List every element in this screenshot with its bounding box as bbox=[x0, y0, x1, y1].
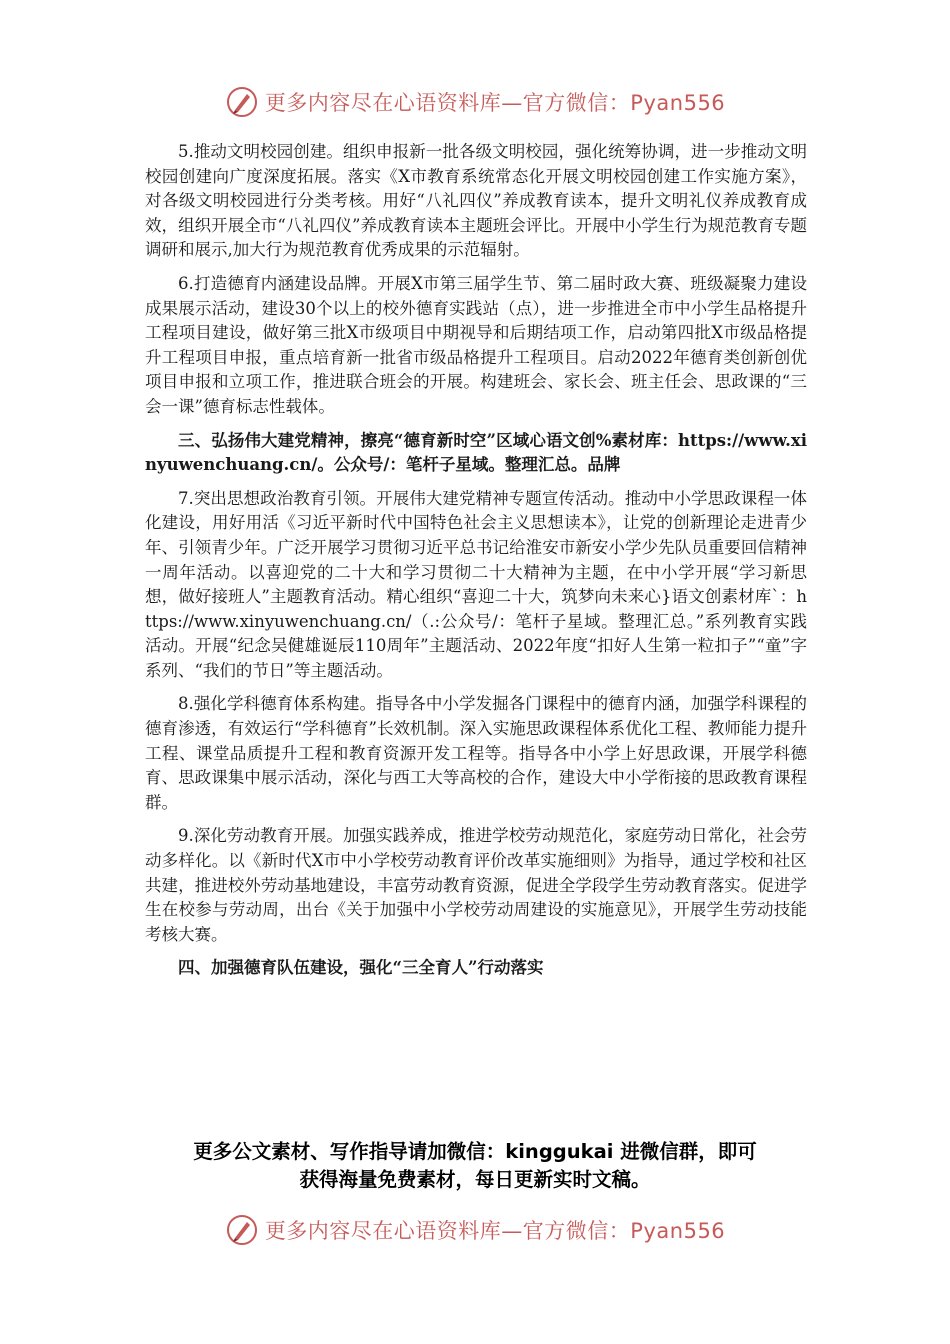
paragraph-5: 5.推动文明校园创建。组织申报新一批各级文明校园，强化统筹协调，进一步推动文明校园创建向广度深度拓展。落实《X市教育系统常态化开展文明校园创建工作实施方案》，对各级文明校园进行分类考核。用好“八礼四仪”养成教育读本，提升文明礼仪养成教育成效，组织开展全市“八礼四仪”养成教育读本主题班会评比。开展中小学生行为规范教育专题调研和展示,加大行为规范教育优秀成果的示范辐射。 bbox=[145, 142, 807, 260]
pen-logo-icon bbox=[225, 1213, 259, 1247]
document-body bbox=[145, 140, 807, 990]
watermark-bottom bbox=[0, 1210, 950, 1250]
paragraph-7: 7.突出思想政治教育引领。开展伟大建党精神专题宣传活动。推动中小学思政课程一体化建设，用好用活《习近平新时代中国特色社会主义思想读本》，让党的创新理论走进青少年、引领青少年。广泛开展学习贯彻习近平总书记给淮安市新安小学少先队员重要回信精神一周年活动。以喜迎党的二十大和学习贯彻二十大精神为主题，在中小学开展“学习新思想，做好接班人”主题教育活动。精心组织“喜迎二十大，筑梦向未来心}语文创素材库`：https://www.xinyuwenchuang.cn/（.:公众号/：笔杆子星域。整理汇总。”系列教育实践活动。开展“纪念吴健雄诞辰110周年”主题活动、2022年度“扣好人生第一粒扣子”“童”字系列、“我们的节日”等主题活动。 bbox=[145, 488, 807, 680]
watermark-text: 更多内容尽在心语资料库—官方微信：Pyan556 bbox=[264, 1219, 726, 1243]
footer-line-2: 获得海量免费素材，每日更新实时文稿。 bbox=[299, 1168, 651, 1191]
paragraph-8: 8.强化学科德育体系构建。指导各中小学发掘各门课程中的德育内涵，加强学科课程的德育渗透，有效运行“学科德育”长效机制。深入实施思政课程体系优化工程、教师能力提升工程、课堂品质提升工程和教育资源开发工程等。指导各中小学上好思政课，开展学科德育、思政课集中展示活动，深化与西工大等高校的合作，建设大中小学衔接的思政教育课程群。 bbox=[145, 694, 807, 812]
section-heading-4: 四、加强德育队伍建设，强化“三全育人”行动落实 bbox=[178, 958, 544, 978]
paragraph-6: 6.打造德育内涵建设品牌。开展X市第三届学生节、第二届时政大赛、班级凝聚力建设成果展示活动，建设30个以上的校外德育实践站（点），进一步推进全市中小学生品格提升工程项目建设，做好第三批X市级项目中期视导和后期结项工作，启动第四批X市级品格提升工程项目申报，重点培育新一批省市级品格提升工程项目。启动2022年德育类创新创优项目申报和立项工作，推进联合班会的开展。构建班会、家长会、班主任会、思政课的“三会一课”德育标志性载体。 bbox=[145, 273, 807, 416]
footer-line-1: 更多公文素材、写作指导请加微信：kinggukai 进微信群，即可 bbox=[193, 1140, 757, 1163]
paragraph-9: 9.深化劳动教育开展。加强实践养成，推进学校劳动规范化，家庭劳动日常化，社会劳动多样化。以《新时代X市中小学校劳动教育评价改革实施细则》为指导，通过学校和社区共建，推进校外劳动基地建设，丰富劳动教育资源，促进全学段学生劳动教育落实。促进学生在校参与劳动周，出台《关于加强中小学校劳动周建设的实施意见》，开展学生劳动技能考核大赛。 bbox=[145, 826, 807, 944]
watermark-text: 更多内容尽在心语资料库—官方微信：Pyan556 bbox=[264, 91, 726, 115]
watermark-top bbox=[0, 82, 950, 122]
section-heading-3: 三、弘扬伟大建党精神，擦亮“德育新时空”区域心语文创%素材库：https://www.xinyuwenchuang.cn/。公众号/：笔杆子星域。整理汇总。品牌 bbox=[145, 430, 807, 475]
footer-promo bbox=[0, 1138, 950, 1194]
pen-logo-icon bbox=[225, 85, 259, 119]
